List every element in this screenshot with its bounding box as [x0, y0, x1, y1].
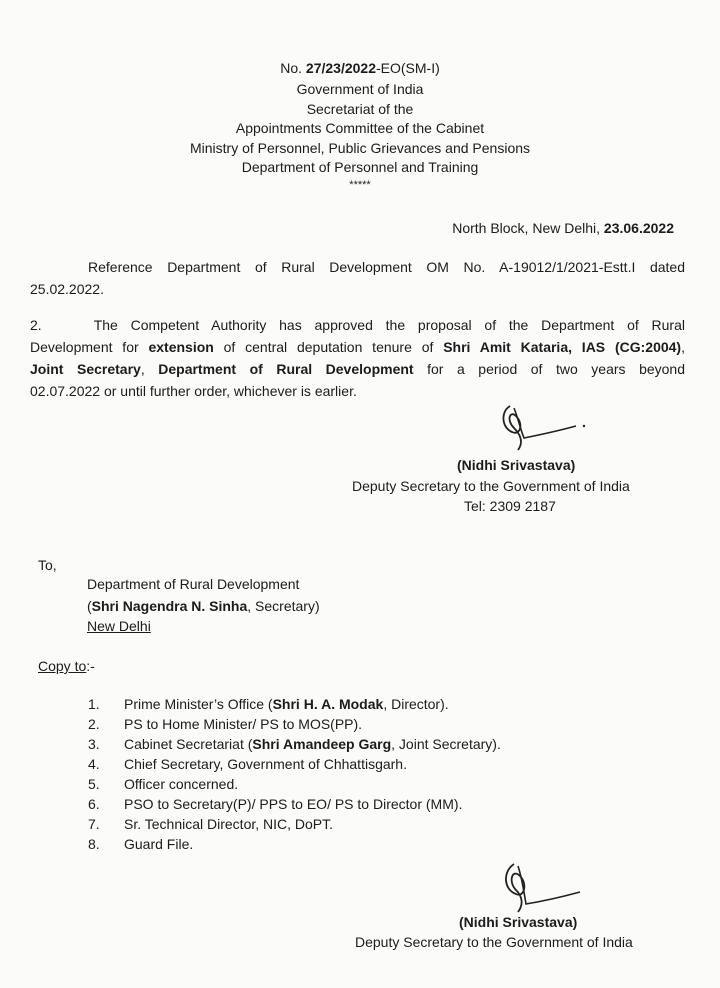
copy-to-label: Copy to:- [38, 658, 95, 674]
signatory-designation: Deputy Secretary to the Government of India [352, 478, 630, 494]
order-number: No. 27/23/2022-EO(SM-I) [280, 60, 440, 76]
header-line-secretariat: Secretariat of the [306, 101, 414, 117]
signatory-designation: Deputy Secretary to the Government of India [355, 934, 633, 950]
reference-paragraph: Reference Department of Rural Development OM No. A-19012/1/2021-Estt.I dated 25.02.2022. [30, 259, 685, 297]
handwritten-signature [494, 398, 590, 456]
addressee-person: (Shri Nagendra N. Sinha, Secretary) [87, 598, 320, 614]
header-line-committee: Appointments Committee of the Cabinet [235, 120, 485, 136]
handwritten-signature [496, 858, 592, 918]
approval-paragraph: 2. The Competent Authority has approved the proposal of the Department of Rural Development for extension of central deputation tenure of Shri Amit Kataria, IAS (CG:2004), Joint Secretary, Department of Rural Development for a period of two years beyond 02.07.2022 or until further order, whichever is earlier. [30, 317, 686, 399]
header-line-ministry: Ministry of Personnel, Public Grievances and Pensions [189, 140, 531, 156]
addressee-department: Department of Rural Development [87, 576, 300, 592]
addressee-city: New Delhi [87, 618, 151, 634]
header-stars: ***** [349, 179, 371, 191]
signatory-telephone: Tel: 2309 2187 [464, 498, 556, 514]
header-line-department: Department of Personnel and Training [241, 159, 479, 175]
header-line-government: Government of India [296, 81, 424, 97]
to-label: To, [38, 557, 57, 573]
document-page: No. 27/23/2022-EO(SM-I) Government of India Secretariat of the Appointments Committee of the Cabinet Ministry of Personnel, Public Grievances and Pensions Department of Personnel and Training ***** North Block, New Delhi, 23.06.2022 Reference Department of Rural Development OM No. A-19012/1/2021-Estt.I dated 25.02.2022. 2. The Competent Authority has approved the proposal of the Department of Rural Development for extension of central deputation tenure of Shri Amit Kataria, IAS (CG:2004), Joint Secretary, Department of Rural Development for a period of two years beyond 02.07.2022 or until further order, whichever is earlier. (Nidhi Srivastava) Deputy Secretary to the Government of India Tel: 2309 2187 To, Department of Rural Development (Shri Nagendra N. Sinha, Secretary) New Delhi Copy to:- 1. Prime Minister’s Office (Shri H. A. Modak, Director). 2. PS to Home Minister/ PS to MOS(PP). 3. Cabinet Secretariat (Shri Amandeep Garg, Joint Secretary). 4. Chief Secretary, Government of Chhattisgarh. 5. Officer concerned. 6. PSO to Secretary(P)/ PPS to EO/ PS to Director (MM). 7. Sr. Technical Director, NIC, DoPT. 8. Guard File. (Nidhi Srivastava) Deputy Secretary to the Government of India [0, 0, 720, 988]
place-date: North Block, New Delhi, 23.06.2022 [452, 220, 674, 236]
signatory-name: (Nidhi Srivastava) [457, 457, 576, 473]
signatory-name: (Nidhi Srivastava) [459, 914, 578, 930]
